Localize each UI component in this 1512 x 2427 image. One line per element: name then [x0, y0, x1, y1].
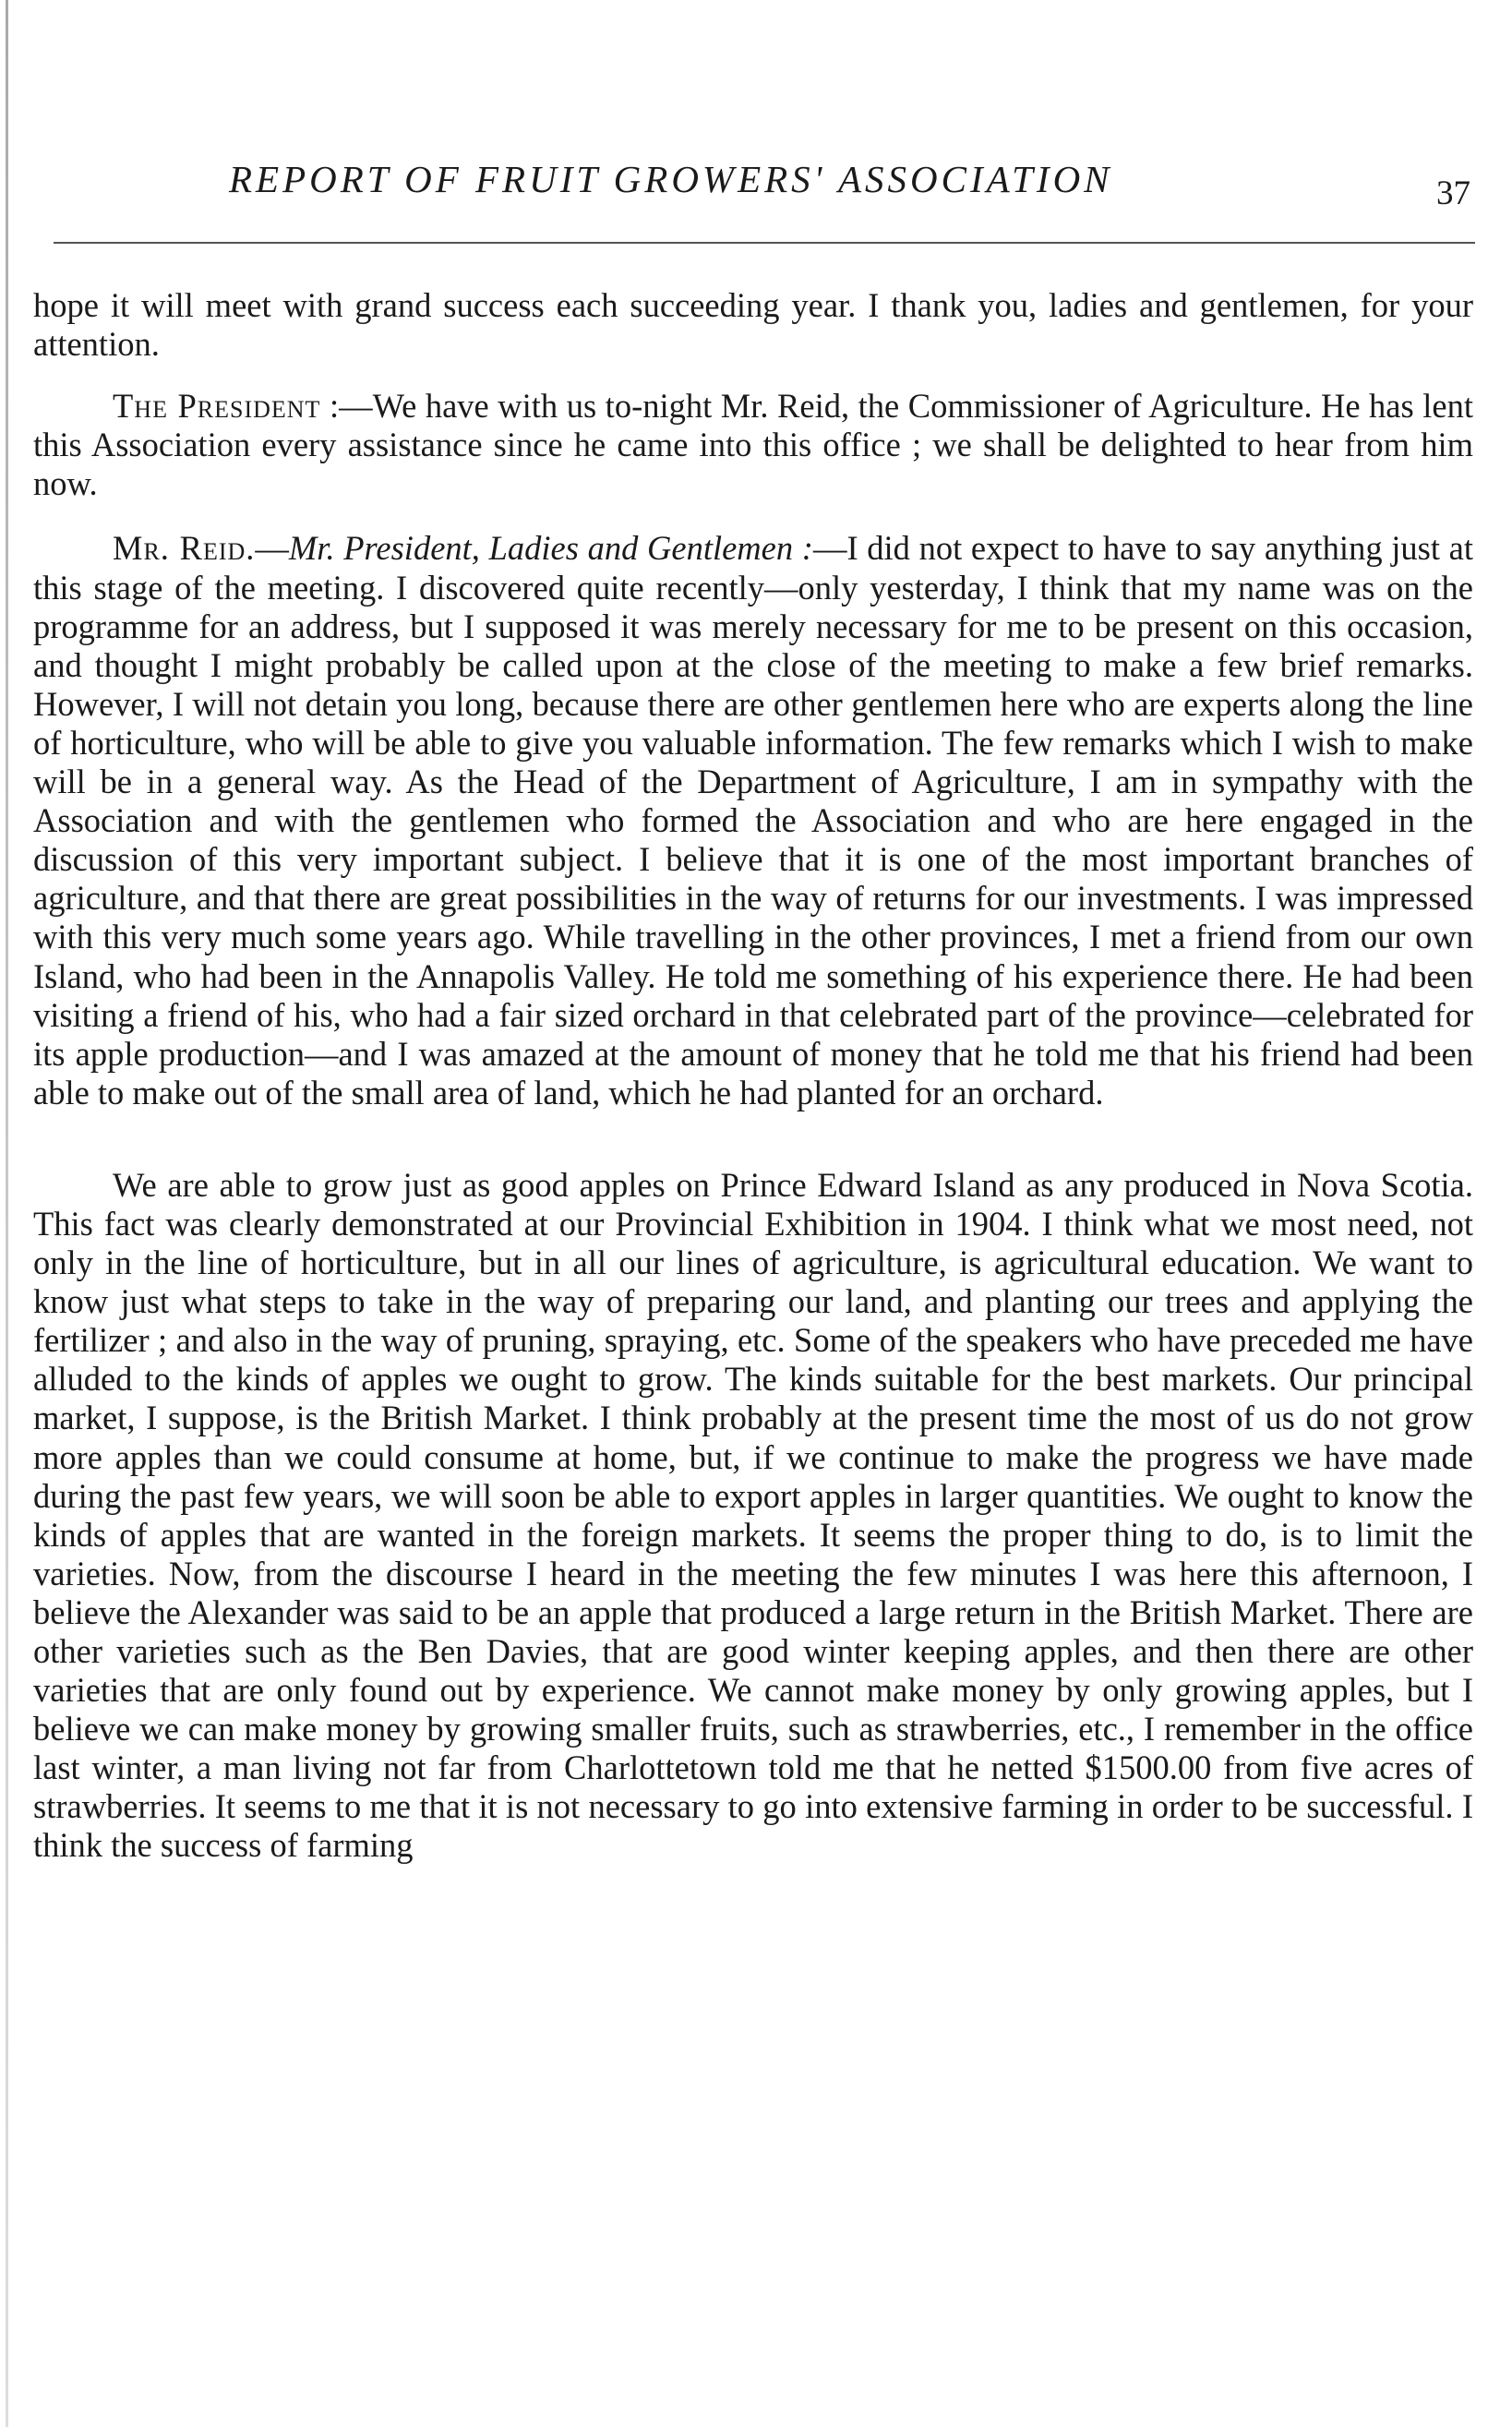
speaker-name: Mr. Reid. [113, 529, 256, 568]
paragraph-3 [33, 529, 1473, 1111]
speaker-dash: — [255, 529, 289, 568]
paragraph-2-text: We have with us to-night Mr. Reid, the Commissioner of Agriculture. He has lent this Association every assistance since he came into this office ; we shall be delighted to hear from him now. [33, 387, 1473, 503]
body-text [33, 286, 1473, 1866]
paragraph-2 [33, 387, 1473, 503]
page-header [229, 157, 1484, 212]
paragraph-1: hope it will meet with grand success each succeeding year. I thank you, ladies and gentlemen, for your attention. [33, 286, 1473, 364]
page-number: 37 [1436, 174, 1470, 212]
speaker-name: The President [113, 387, 321, 426]
running-title: REPORT OF FRUIT GROWERS' ASSOCIATION [229, 158, 1113, 200]
paragraph-4: We are able to grow just as good apples on Prince Edward Island as any produced in Nova Scotia. This fact was clearly demonstrated at our Provincial Exhibition in 1904. I think what we most need, not only in the line of horticulture, but in all our lines of agriculture, is agricultural education. We want to know just what steps to take in the way of preparing our land, and planting our trees and applying the fertilizer ; and also in the way of pruning, spraying, etc. Some of the speakers who have preceded me have alluded to the kinds of apples we ought to grow. The kinds suitable for the best markets. Our principal market, I suppose, is the British Market. I think probably at the present time the most of us do not grow more apples than we could consume at home, but, if we continue to make the progress we have made during the past few years, we will soon be able to export apples in larger quantities. We ought to know the kinds of apples that are wanted in the foreign markets. It seems the proper thing to do, is to limit the varieties. Now, from the discourse I heard in the meeting the few minutes I was here this afternoon, I believe the Alexander was said to be an apple that produced a large return in the British Market. There are other varieties such as the Ben Davies, that are good winter keeping apples, and then there are other varieties that are only found out by experience. We cannot make money by only growing apples, but I believe we can make money by growing smaller fruits, such as strawberries, etc., I remember in the office last winter, a man living not far from Charlottetown told me that he netted $1500.00 from five acres of strawberries. It seems to me that it is not necessary to go into extensive farming in order to be successful. I think the success of farming [33, 1165, 1473, 1865]
speaker-address: Mr. President, Ladies and Gentlemen : [288, 529, 813, 568]
paragraph-3-text: —I did not expect to have to say anything just at this stage of the meeting. I discovered quite recently—only yesterday, I think that my name was on the programme for an address, but I supposed it was merely necessary for me to be present on this occasion, and thought I might probably be called upon at the close of the meeting to make a few brief remarks. However, I will not detain you long, because there are other gentlemen here who are experts along the line of horticulture, who will be able to give you valuable information. The few remarks which I wish to make will be in a general way. As the Head of the Department of Agriculture, I am in sympathy with the Association and with the gentlemen who formed the Association and who are here engaged in the discussion of this very important subject. I believe that it is one of the most important branches of agriculture, and that there are great possibilities in the way of returns for our investments. I was impressed with this very much some years ago. While travelling in the other provinces, I met a friend from our own Island, who had been in the Annapolis Valley. He told me something of his experience there. He had been visiting a friend of his, who had a fair sized orchard in that celebrated part of the province—celebrated for its apple production—and I was amazed at the amount of money that he told me that his friend had been able to make out of the small area of land, which he had planted for an orchard. [33, 529, 1473, 1111]
speaker-separator: :— [320, 387, 373, 426]
header-rule [54, 242, 1475, 244]
page-edge-shadow [6, 0, 8, 2427]
